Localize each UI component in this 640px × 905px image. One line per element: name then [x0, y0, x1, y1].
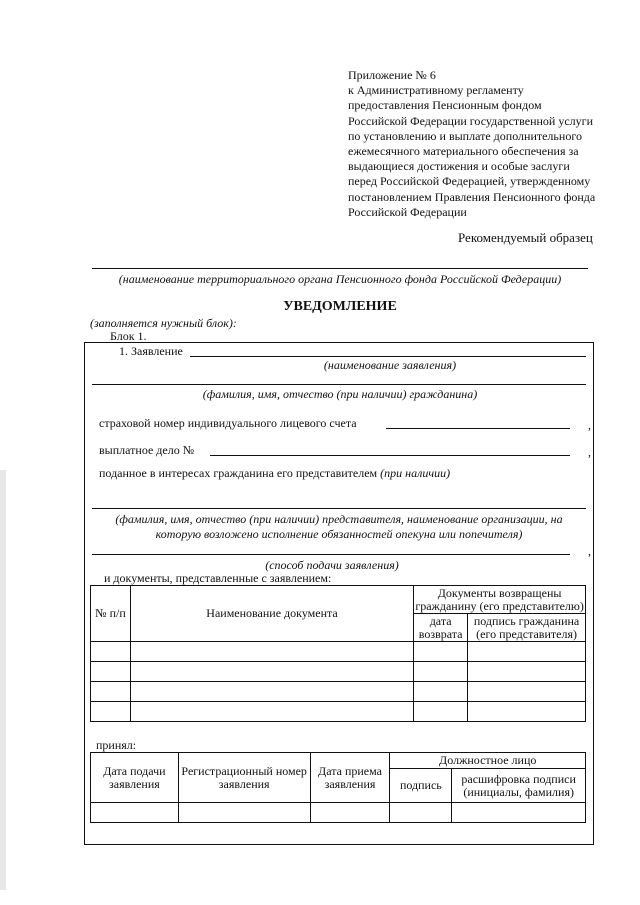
header-line: предоставления Пенсионным фондом — [348, 98, 542, 113]
table-cell[interactable] — [91, 803, 179, 823]
application-name-field[interactable] — [190, 356, 586, 357]
col-signature-decode: расшифровка подписи (инициалы, фамилия) — [452, 769, 586, 803]
documents-table — [90, 585, 586, 722]
page-title: УВЕДОМЛЕНИЕ — [283, 299, 397, 314]
table-cell[interactable] — [91, 642, 131, 662]
header-line: к Административному регламенту — [348, 83, 524, 98]
table-cell[interactable] — [91, 702, 131, 722]
snils-field[interactable] — [386, 428, 570, 429]
accepted-label: принял: — [96, 738, 137, 752]
table-cell[interactable] — [130, 642, 413, 662]
table-cell[interactable] — [468, 682, 586, 702]
table-cell[interactable] — [468, 702, 586, 722]
table-cell[interactable] — [310, 803, 390, 823]
receipt-table — [90, 752, 586, 823]
representative-field[interactable] — [92, 508, 586, 509]
snils-comma: , — [588, 418, 591, 432]
block-label: Блок 1. — [110, 329, 147, 343]
scan-edge — [0, 470, 6, 890]
table-cell[interactable] — [130, 702, 413, 722]
representative-caption-2: которую возложено исполнение обязанностей опекуна или попечителя) — [155, 527, 523, 541]
case-number-field[interactable] — [210, 455, 570, 456]
table-cell[interactable] — [468, 642, 586, 662]
header-line: Российской Федерации государственной услуги — [348, 113, 593, 128]
table-cell[interactable] — [178, 803, 310, 823]
table-cell[interactable] — [468, 662, 586, 682]
header-line: постановлением Правления Пенсионного фонда — [348, 189, 596, 204]
table-row — [91, 642, 586, 662]
method-caption: (способ подачи заявления) — [265, 558, 399, 572]
table-row — [91, 682, 586, 702]
submission-method-field[interactable] — [92, 554, 570, 555]
table-cell[interactable] — [91, 682, 131, 702]
snils-label: страховой номер индивидуального лицевого счета — [99, 416, 357, 430]
table-cell[interactable] — [390, 803, 452, 823]
col-citizen-signature: подпись гражданина (его представителя) — [468, 614, 586, 642]
representative-label — [99, 466, 450, 481]
col-official: Должностное лицо — [390, 753, 586, 769]
col-number: № п/п — [91, 586, 131, 642]
documents-intro: и документы, представленные с заявлением: — [104, 571, 332, 585]
col-returned: Документы возвращены гражданину (его представителю) — [415, 585, 584, 613]
header-line: выдающиеся достижения и особые заслуги — [348, 159, 570, 174]
col-document-name: Наименование документа — [130, 586, 413, 642]
representative-hint: (при наличии) — [380, 466, 451, 480]
sample-label: Рекомендуемый образец — [458, 230, 593, 245]
representative-caption-1: (фамилия, имя, отчество (при наличии) представителя, наименование организации, на — [115, 512, 563, 526]
application-caption: (наименование заявления) — [323, 358, 457, 372]
header-line: по установлению и выплате дополнительного — [348, 128, 582, 143]
table-row — [91, 662, 586, 682]
header-line: перед Российской Федерацией, утвержденному — [348, 174, 591, 189]
col-submit-date: Дата подачи заявления — [91, 753, 179, 803]
table-cell[interactable] — [414, 702, 468, 722]
fill-hint: (заполняется нужный блок): — [90, 316, 237, 330]
col-registration-number: Регистрационный номер заявления — [178, 753, 310, 803]
case-label: выплатное дело № — [99, 443, 195, 457]
col-signature: подпись — [390, 769, 452, 803]
table-cell[interactable] — [414, 642, 468, 662]
header-line: Российской Федерации — [348, 204, 467, 219]
header-line: ежемесячного материального обеспечения за — [348, 144, 579, 159]
table-cell[interactable] — [414, 662, 468, 682]
table-cell[interactable] — [91, 662, 131, 682]
table-cell[interactable] — [414, 682, 468, 702]
case-comma: , — [588, 445, 591, 459]
representative-label-text: поданное в интересах гражданина его представителем — [99, 466, 378, 480]
col-accept-date: Дата приема заявления — [310, 753, 390, 803]
table-cell[interactable] — [452, 803, 586, 823]
table-cell[interactable] — [130, 682, 413, 702]
organ-name-field[interactable] — [92, 268, 588, 269]
appendix-header — [348, 68, 608, 220]
organ-caption: (наименование территориального органа Пенсионного фонда Российской Федерации) — [118, 272, 562, 286]
table-row — [91, 702, 586, 722]
citizen-fio-caption: (фамилия, имя, отчество (при наличии) гражданина) — [202, 387, 478, 401]
method-comma: , — [588, 544, 591, 558]
table-row — [91, 803, 586, 823]
col-return-date: дата возврата — [414, 614, 468, 642]
application-label: 1. Заявление — [119, 344, 183, 358]
table-cell[interactable] — [130, 662, 413, 682]
header-line: Приложение № 6 — [348, 68, 436, 82]
citizen-fio-field[interactable] — [92, 384, 586, 385]
